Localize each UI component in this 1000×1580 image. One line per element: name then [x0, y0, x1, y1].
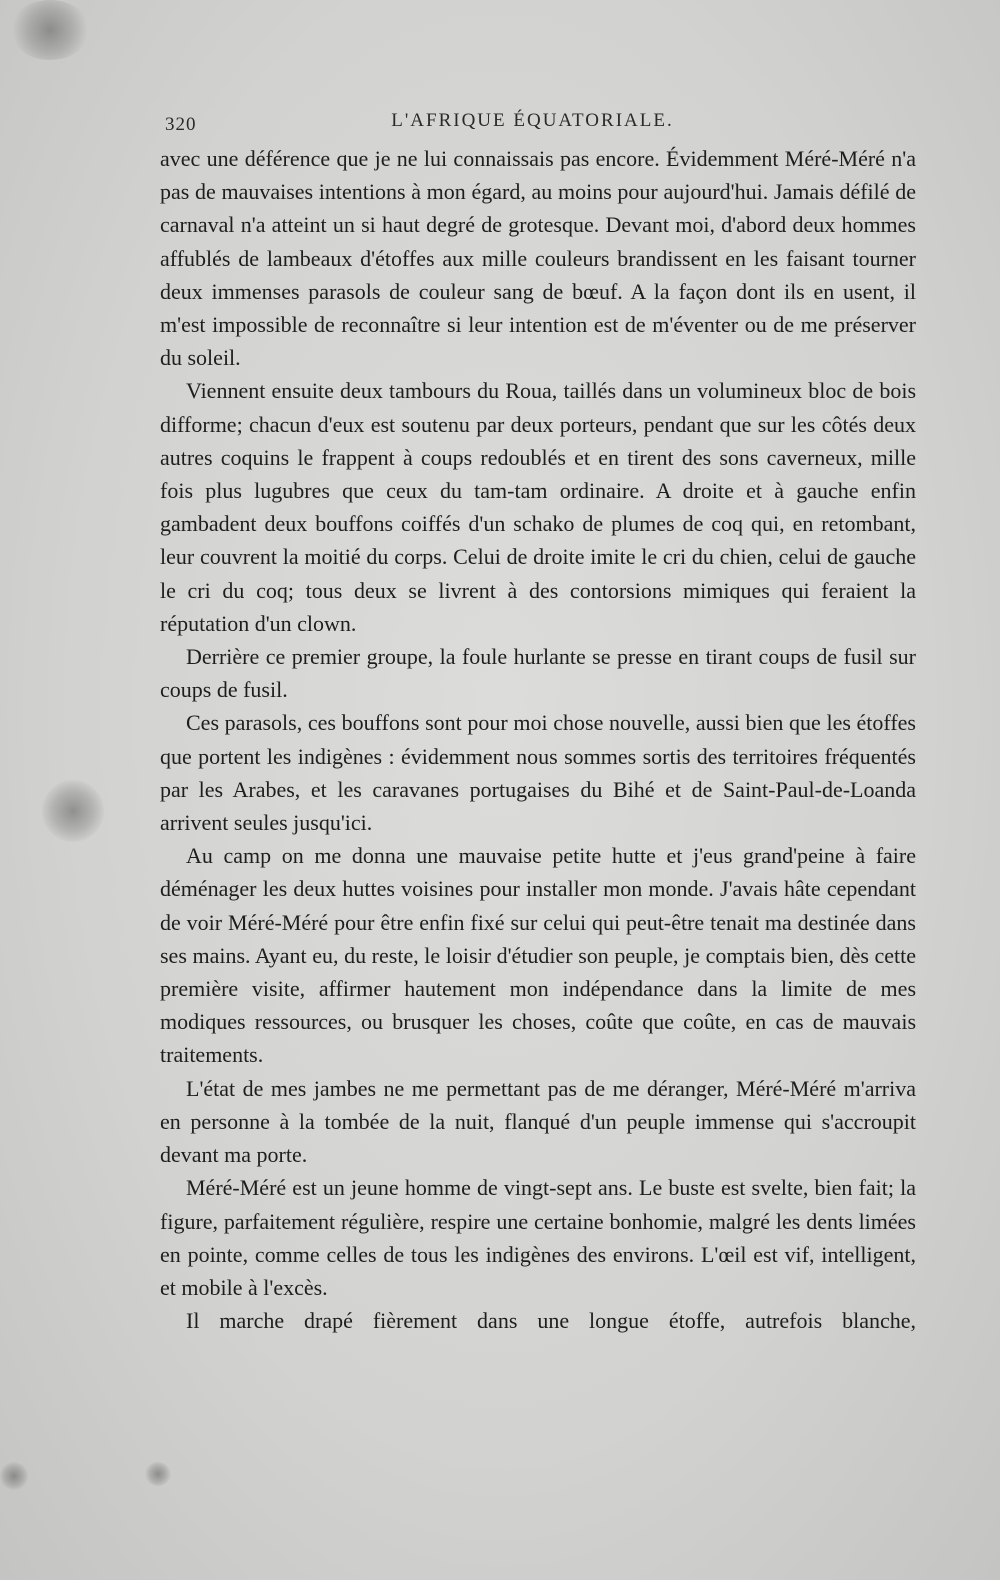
paragraph: Ces parasols, ces bouffons sont pour moi chose nouvelle, aussi bien que les étoffes que portent les indigènes : évidemment nous sommes sortis des territoires fréquentés par les Arabes, et les caravanes portugaises du Bihé et de Saint-Paul-de-Loanda arrivent seules jusqu'ici.	[160, 710, 916, 836]
ink-stain	[10, 0, 90, 60]
paragraph: Derrière ce premier groupe, la foule hurlante se presse en tirant coups de fusil sur coups de fusil.	[160, 644, 916, 703]
page-number: 320	[165, 114, 197, 135]
paragraph: avec une déférence que je ne lui connaissais pas encore. Évidemment Méré-Méré n'a pas de mauvaises intentions à mon égard, au moins pour aujourd'hui. Jamais défilé de carnaval n'a atteint un si haut degré de grotesque. Devant moi, d'abord deux hommes affublés de lambeaux d'étoffes aux mille couleurs brandissent en les faisant tourner deux immenses parasols de couleur sang de bœuf. A la façon dont ils en usent, il m'est impossible de reconnaître si leur intention est de m'éventer ou de me préserver du soleil.	[160, 146, 916, 371]
paragraph: Viennent ensuite deux tambours du Roua, taillés dans un volumineux bloc de bois difforme; chacun d'eux est soutenu par deux porteurs, pendant que sur les côtés deux autres coquins le frappent à coups redoublés et en tirent des sons caverneux, mille fois plus lugubres que ceux du tam-tam ordinaire. A droite et à gauche enfin gambadent deux bouffons coiffés d'un schako de plumes de coq qui, en retombant, leur couvrent la moitié du corps. Celui de droite imite le cri du chien, celui de gauche le cri du coq; tous deux se livrent à des contorsions mimiques qui feraient la réputation d'un clown.	[160, 378, 916, 636]
paragraph: L'état de mes jambes ne me permettant pas de me déranger, Méré-Méré m'arriva en personne à la tombée de la nuit, flanqué d'un peuple immense qui s'accroupit devant ma porte.	[160, 1075, 916, 1168]
paragraph: Méré-Méré est un jeune homme de vingt-sept ans. Le buste est svelte, bien fait; la figure, parfaitement régulière, respire une certaine bonhomie, malgré les dents limées en pointe, comme celles de tous les indigènes des environs. L'œil est vif, intelligent, et mobile à l'excès.	[160, 1175, 916, 1300]
page-header	[165, 110, 900, 140]
ink-stain	[42, 780, 104, 842]
ink-stain	[0, 1462, 28, 1490]
body-text	[160, 142, 916, 1337]
paragraph: Il marche drapé fièrement dans une longue étoffe, autrefois blanche,	[186, 1308, 916, 1334]
paragraph: Au camp on me donna une mauvaise petite hutte et j'eus grand'peine à faire déménager les deux huttes voisines pour installer mon monde. J'avais hâte cependant de voir Méré-Méré pour être enfin fixé sur celui qui peut-être tenait ma destinée dans ses mains. Ayant eu, du reste, le loisir d'étudier son peuple, je comptais bien, dès cette première visite, affirmer hautement mon indépendance dans la limite de mes modiques ressources, ou brusquer les choses, coûte que coûte, en cas de mauvais traitements.	[160, 843, 916, 1068]
running-title: L'AFRIQUE ÉQUATORIALE.	[391, 110, 674, 131]
ink-stain	[145, 1462, 171, 1486]
